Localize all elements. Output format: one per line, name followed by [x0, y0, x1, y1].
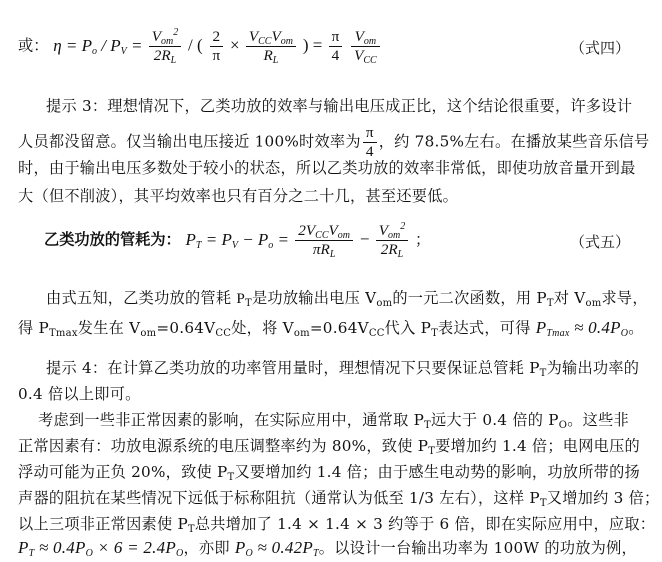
hint3-line4: 大（但不削波），其平均效率也只有百分之二十几，甚至还要低。	[18, 187, 459, 205]
formula-5: 乙类功放的管耗为： $P_T = P_V - P_o$ = $\frac{2V_{CC}V_{om}}{\pi R_L}$ − $\frac{V_{om}^2}{2R_L}$ ；	[44, 221, 431, 260]
efficiency-expression: $\eta = P_o / P_V$ =	[53, 35, 147, 57]
para2-line6: $P_T \approx 0.4P_O \times 6 = 2.4P_O$，亦即 $P_O \approx 0.42P_T$。以设计一台输出功率为 100W 的功放为例，	[18, 538, 637, 559]
formula-5-prefix: 乙类功放的管耗为：	[44, 230, 181, 249]
pt-approx-expression: $P_T \approx 0.4P_O \times 6 = 2.4P_O$	[18, 538, 184, 559]
para2-line5: 以上三项非正常因素使 $P_T$总共增加了 1.4 × 1.4 × 3 约等于 6 倍，即在实际应用中，应取：	[18, 515, 656, 535]
hint4-line2: 0.4 倍以上即可。	[18, 385, 141, 403]
tube-loss-expression: $P_T = P_V - P_o$ =	[185, 229, 294, 251]
para2-line3: 浮动可能为正负 20%，致使 $P_T$又要增加约 1.4 倍；由于感生电动势的影响，功放所带的扬	[18, 463, 640, 483]
ptmax-approx: $P_{Tmax} \approx 0.4P_O$	[535, 318, 629, 339]
para1-line2: 得 $P_{Tmax}$发生在 $V_{om}=0.64V_{CC}$处，将 $V_{om}=0.64V_{CC}$代入 $P_T$表达式，可得 $P_{Tmax} \approx 0.4P_O$。	[18, 318, 644, 339]
hint4-line1: 提示 4：在计算乙类功放的功率管用量时，理想情况下只要保证总管耗 $P_T$为输出功率的	[46, 359, 640, 379]
po-approx-expression: $P_O \approx 0.42P_T$	[234, 538, 319, 559]
fraction-vom2-over-2rl-b: $\frac{V_{om}^2}{2R_L}$	[376, 222, 409, 259]
fraction-2-over-pi: $\frac{2}{\pi}$	[210, 28, 224, 65]
fraction-vcc-vom-over-rl: $\frac{V_{CC}V_{om}}{R_L}$	[246, 28, 296, 65]
hint3-line3: 时，由于输出电压多数处于较小的状态，所以乙类功放的效率非常低，即使功放音量开到最	[18, 159, 636, 177]
fraction-2vccvom-over-pirl: $\frac{2V_{CC}V_{om}}{\pi R_L}$	[295, 222, 353, 259]
formula-prefix: 或：	[18, 36, 49, 55]
para1-line1: 由式五知，乙类功放的管耗 $P_T$是功放输出电压 $V_{om}$的一元二次函数，用 $P_T$对 $V_{om}$求导，	[46, 289, 648, 309]
para2-line4: 声器的阻抗在某些情况下远低于标称阻抗（通常认为低至 1/3 左右），这样 $P_T$又增加约 3 倍；	[18, 489, 660, 509]
fraction-vom2-over-2rl: $\frac{V_{om}^2}{2R_L}$	[149, 28, 182, 65]
formula-4: 或： $\eta = P_o / P_V$ = $\frac{V_{om}^2}{2R_L}$ / ( $\frac{2}{\pi}$ × $\frac{V_{CC}V_{om}}{R_L}$ ) = $\frac{\pi}{4}$ $\frac{V_{om}}{V_{CC}}$	[18, 28, 382, 65]
fraction-vom-over-vcc: $\frac{V_{om}}{V_{CC}}$	[351, 28, 380, 65]
formula-4-tag: （式四）	[569, 39, 630, 57]
para2-line2: 正常因素有：功放电源系统的电压调整率约为 80%，致使 $P_T$要增加约 1.4 倍；电网电压的	[18, 437, 640, 457]
hint3-line2: 人员都没留意。仅当输出电压接近 100%时效率为 $\frac{\pi}{4}$ ，约 78.5%左右。在播放某些音乐信号	[18, 124, 650, 160]
para2-line1: 考虑到一些非正常因素的影响，在实际应用中，通常取 $P_T$远大于 0.4 倍的 $P_O$。这些非	[38, 411, 629, 431]
hint3-line1: 提示 3：理想情况下，乙类功放的效率与输出电压成正比，这个结论很重要，许多设计	[46, 97, 633, 115]
fraction-pi-over-4-inline: $\frac{\pi}{4}$	[363, 124, 377, 161]
fraction-pi-over-4: $\frac{\pi}{4}$	[329, 28, 343, 65]
formula-5-tag: （式五）	[569, 233, 630, 251]
